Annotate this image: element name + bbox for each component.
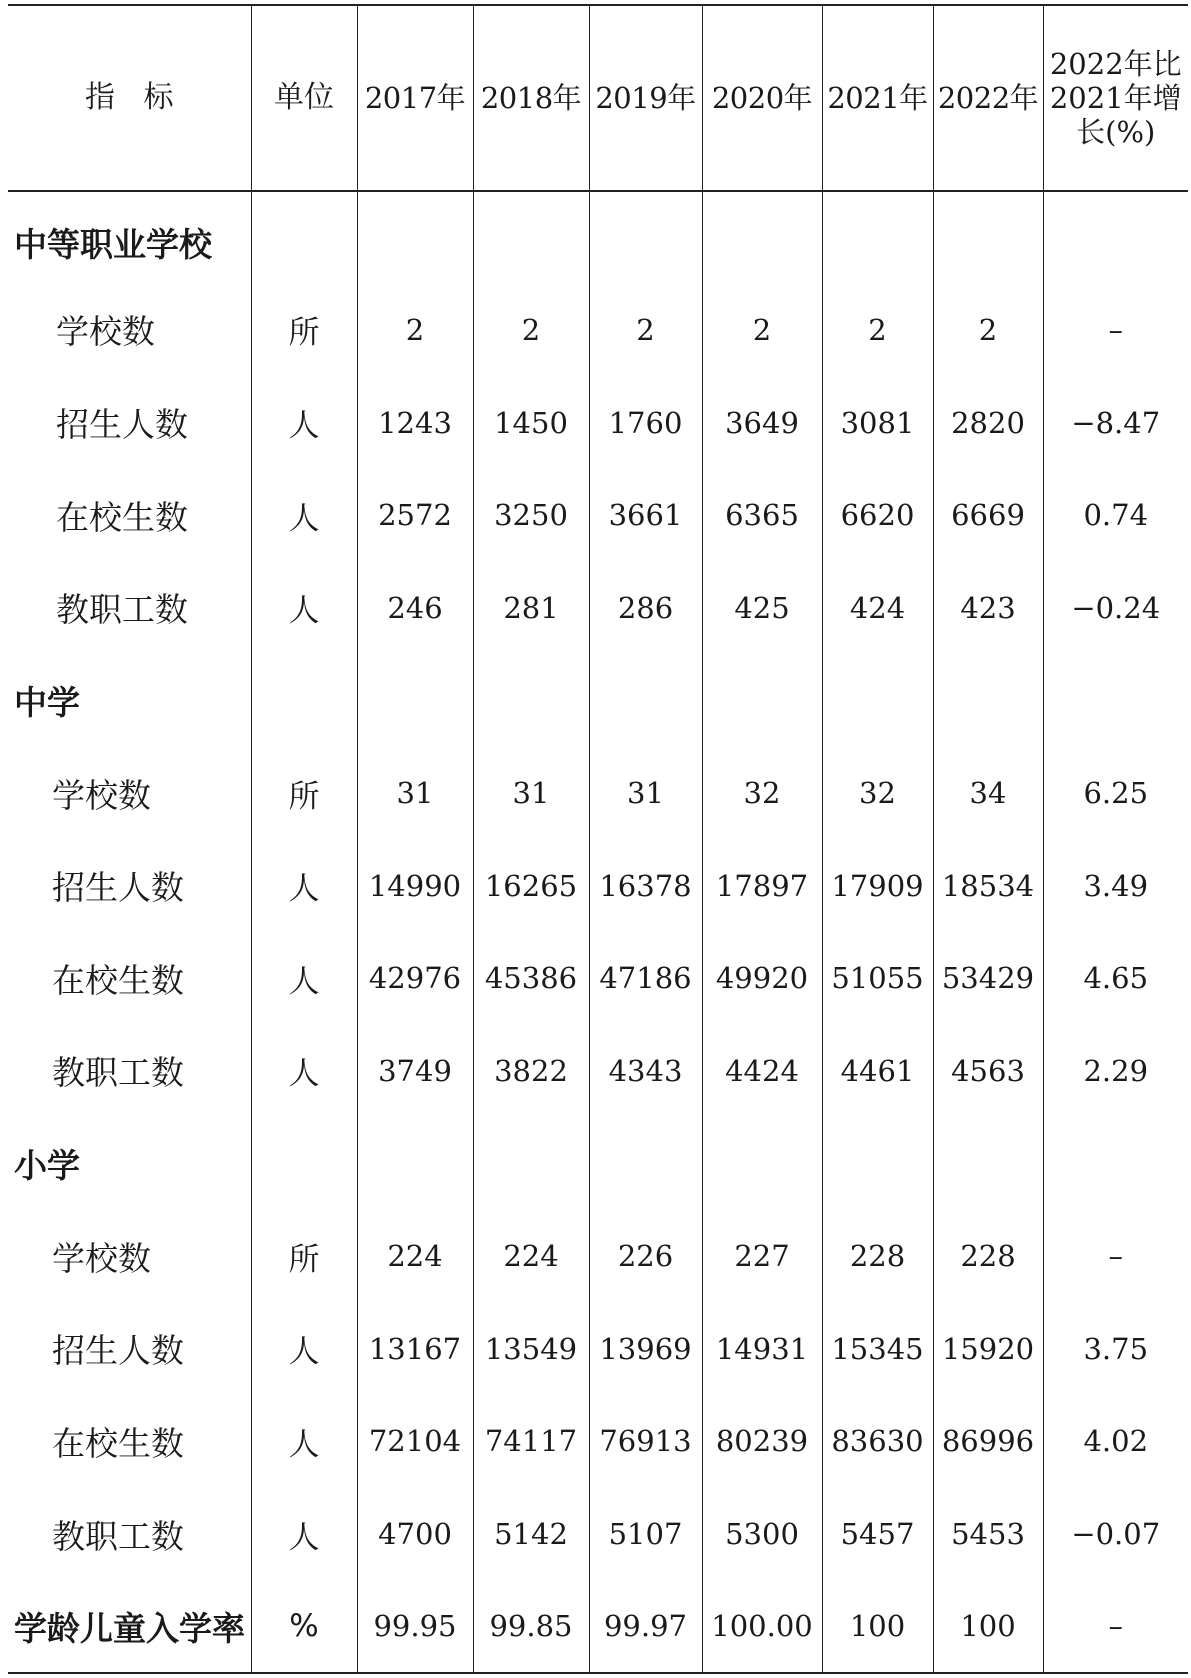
row-value: 31 bbox=[473, 747, 589, 840]
empty-cell bbox=[702, 191, 822, 284]
row-value: 31 bbox=[357, 747, 473, 840]
row-growth: −0.24 bbox=[1043, 562, 1188, 655]
row-growth: 3.49 bbox=[1043, 839, 1188, 932]
table-row bbox=[8, 839, 1188, 932]
header-indicator: 指 标 bbox=[8, 5, 251, 191]
row-value: 76913 bbox=[589, 1395, 702, 1488]
row-growth: −0.07 bbox=[1043, 1488, 1188, 1581]
row-growth: 4.65 bbox=[1043, 932, 1188, 1025]
table-row bbox=[8, 747, 1188, 840]
row-value: 32 bbox=[702, 747, 822, 840]
header-row bbox=[8, 5, 1188, 191]
row-growth: 4.02 bbox=[1043, 1395, 1188, 1488]
row-unit: 人 bbox=[251, 376, 357, 469]
row-indicator: 招生人数 bbox=[52, 868, 184, 908]
header-year: 2018年 bbox=[473, 5, 589, 191]
row-value: 32 bbox=[822, 747, 933, 840]
row-value: 99.97 bbox=[589, 1580, 702, 1673]
row-unit: 人 bbox=[251, 932, 357, 1025]
row-value: 83630 bbox=[822, 1395, 933, 1488]
row-indicator: 招生人数 bbox=[52, 1331, 184, 1371]
row-value: 15345 bbox=[822, 1303, 933, 1396]
row-value: 5107 bbox=[589, 1488, 702, 1581]
row-value: 14931 bbox=[702, 1303, 822, 1396]
row-value: 227 bbox=[702, 1210, 822, 1303]
row-value: 281 bbox=[473, 562, 589, 655]
row-indicator: 学校数 bbox=[52, 1238, 151, 1278]
row-value: 4700 bbox=[357, 1488, 473, 1581]
row-value: 53429 bbox=[933, 932, 1043, 1025]
header-growth-line: 长(%) bbox=[1076, 115, 1156, 149]
row-value: 3661 bbox=[589, 469, 702, 562]
row-value: 45386 bbox=[473, 932, 589, 1025]
row-value: 4461 bbox=[822, 1025, 933, 1118]
section-row bbox=[8, 654, 1188, 747]
row-indicator: 在校生数 bbox=[52, 960, 184, 1000]
section-title: 小学 bbox=[14, 1146, 80, 1186]
row-value: 226 bbox=[589, 1210, 702, 1303]
row-value: 4343 bbox=[589, 1025, 702, 1118]
row-indicator: 教职工数 bbox=[56, 590, 188, 630]
row-value: 2572 bbox=[357, 469, 473, 562]
row-indicator: 学龄儿童入学率 bbox=[8, 1580, 251, 1673]
row-value: 2 bbox=[357, 284, 473, 377]
header-year: 2022年 bbox=[933, 5, 1043, 191]
empty-cell bbox=[357, 654, 473, 747]
empty-cell bbox=[473, 1117, 589, 1210]
row-value: 2 bbox=[473, 284, 589, 377]
table-row bbox=[8, 1210, 1188, 1303]
empty-cell bbox=[473, 191, 589, 284]
row-value: 86996 bbox=[933, 1395, 1043, 1488]
table-row bbox=[8, 284, 1188, 377]
section-row bbox=[8, 191, 1188, 284]
enrollment-rate-row bbox=[8, 1580, 1188, 1673]
row-unit: 人 bbox=[251, 839, 357, 932]
table-header bbox=[8, 5, 1188, 191]
table-row bbox=[8, 932, 1188, 1025]
row-value: 425 bbox=[702, 562, 822, 655]
row-value: 13549 bbox=[473, 1303, 589, 1396]
empty-cell bbox=[357, 1117, 473, 1210]
row-value: 99.85 bbox=[473, 1580, 589, 1673]
empty-cell bbox=[589, 1117, 702, 1210]
row-value: 3250 bbox=[473, 469, 589, 562]
row-unit: 所 bbox=[251, 1210, 357, 1303]
table-row bbox=[8, 1395, 1188, 1488]
row-growth: – bbox=[1043, 284, 1188, 377]
row-value: 100 bbox=[822, 1580, 933, 1673]
row-value: 4424 bbox=[702, 1025, 822, 1118]
row-value: 15920 bbox=[933, 1303, 1043, 1396]
row-value: 100.00 bbox=[702, 1580, 822, 1673]
row-value: 2 bbox=[702, 284, 822, 377]
row-value: 51055 bbox=[822, 932, 933, 1025]
table-row bbox=[8, 1303, 1188, 1396]
row-unit: 人 bbox=[251, 1488, 357, 1581]
row-indicator: 教职工数 bbox=[52, 1516, 184, 1556]
empty-cell bbox=[251, 1117, 357, 1210]
row-value: 246 bbox=[357, 562, 473, 655]
row-unit: 人 bbox=[251, 1395, 357, 1488]
row-value: 16265 bbox=[473, 839, 589, 932]
table-row bbox=[8, 376, 1188, 469]
table-body bbox=[8, 191, 1188, 1673]
empty-cell bbox=[933, 191, 1043, 284]
row-value: 47186 bbox=[589, 932, 702, 1025]
empty-cell bbox=[473, 654, 589, 747]
table-row bbox=[8, 469, 1188, 562]
row-unit: 人 bbox=[251, 1303, 357, 1396]
row-value: 1243 bbox=[357, 376, 473, 469]
row-unit: 人 bbox=[251, 1025, 357, 1118]
row-value: 3649 bbox=[702, 376, 822, 469]
row-unit: 所 bbox=[251, 284, 357, 377]
row-value: 100 bbox=[933, 1580, 1043, 1673]
empty-cell bbox=[702, 654, 822, 747]
row-growth: −8.47 bbox=[1043, 376, 1188, 469]
row-value: 2 bbox=[822, 284, 933, 377]
section-row bbox=[8, 1117, 1188, 1210]
header-growth bbox=[1043, 5, 1188, 191]
row-value: 5457 bbox=[822, 1488, 933, 1581]
row-growth: 3.75 bbox=[1043, 1303, 1188, 1396]
row-value: 6669 bbox=[933, 469, 1043, 562]
row-indicator: 教职工数 bbox=[52, 1053, 184, 1093]
section-title: 中学 bbox=[14, 682, 80, 722]
row-value: 5300 bbox=[702, 1488, 822, 1581]
row-value: 34 bbox=[933, 747, 1043, 840]
header-year: 2019年 bbox=[589, 5, 702, 191]
section-title: 中等职业学校 bbox=[14, 224, 212, 264]
row-indicator: 在校生数 bbox=[52, 1423, 184, 1463]
row-value: 286 bbox=[589, 562, 702, 655]
empty-cell bbox=[1043, 1117, 1188, 1210]
header-growth-line: 2022年比 bbox=[1049, 47, 1182, 81]
row-value: 17897 bbox=[702, 839, 822, 932]
row-value: 224 bbox=[357, 1210, 473, 1303]
header-growth-line: 2021年增 bbox=[1049, 81, 1182, 115]
row-value: 13167 bbox=[357, 1303, 473, 1396]
row-value: 99.95 bbox=[357, 1580, 473, 1673]
row-growth: – bbox=[1043, 1210, 1188, 1303]
empty-cell bbox=[822, 654, 933, 747]
empty-cell bbox=[1043, 654, 1188, 747]
row-value: 1450 bbox=[473, 376, 589, 469]
header-year: 2021年 bbox=[822, 5, 933, 191]
row-value: 2820 bbox=[933, 376, 1043, 469]
row-value: 1760 bbox=[589, 376, 702, 469]
row-value: 6365 bbox=[702, 469, 822, 562]
row-value: 17909 bbox=[822, 839, 933, 932]
row-indicator: 在校生数 bbox=[56, 497, 188, 537]
empty-cell bbox=[251, 654, 357, 747]
row-unit: % bbox=[251, 1580, 357, 1673]
empty-cell bbox=[933, 1117, 1043, 1210]
empty-cell bbox=[589, 654, 702, 747]
empty-cell bbox=[589, 191, 702, 284]
row-unit: 人 bbox=[251, 469, 357, 562]
row-unit: 人 bbox=[251, 562, 357, 655]
row-value: 31 bbox=[589, 747, 702, 840]
row-value: 228 bbox=[822, 1210, 933, 1303]
empty-cell bbox=[251, 191, 357, 284]
row-value: 5453 bbox=[933, 1488, 1043, 1581]
row-value: 3081 bbox=[822, 376, 933, 469]
row-value: 74117 bbox=[473, 1395, 589, 1488]
header-unit: 单位 bbox=[251, 5, 357, 191]
row-value: 2 bbox=[933, 284, 1043, 377]
row-value: 4563 bbox=[933, 1025, 1043, 1118]
empty-cell bbox=[1043, 191, 1188, 284]
row-value: 80239 bbox=[702, 1395, 822, 1488]
row-value: 13969 bbox=[589, 1303, 702, 1396]
row-value: 14990 bbox=[357, 839, 473, 932]
table-row bbox=[8, 1488, 1188, 1581]
row-value: 224 bbox=[473, 1210, 589, 1303]
row-value: 424 bbox=[822, 562, 933, 655]
empty-cell bbox=[702, 1117, 822, 1210]
empty-cell bbox=[822, 191, 933, 284]
row-growth: 0.74 bbox=[1043, 469, 1188, 562]
row-unit: 所 bbox=[251, 747, 357, 840]
row-value: 3822 bbox=[473, 1025, 589, 1118]
row-value: 42976 bbox=[357, 932, 473, 1025]
row-value: 72104 bbox=[357, 1395, 473, 1488]
header-year: 2020年 bbox=[702, 5, 822, 191]
row-indicator: 学校数 bbox=[56, 312, 155, 352]
row-value: 423 bbox=[933, 562, 1043, 655]
row-value: 228 bbox=[933, 1210, 1043, 1303]
table-row bbox=[8, 562, 1188, 655]
row-value: 2 bbox=[589, 284, 702, 377]
row-value: 49920 bbox=[702, 932, 822, 1025]
row-value: 3749 bbox=[357, 1025, 473, 1118]
row-value: 16378 bbox=[589, 839, 702, 932]
row-growth: 2.29 bbox=[1043, 1025, 1188, 1118]
row-growth: 6.25 bbox=[1043, 747, 1188, 840]
empty-cell bbox=[357, 191, 473, 284]
row-value: 6620 bbox=[822, 469, 933, 562]
education-statistics-table bbox=[8, 4, 1188, 1674]
row-growth: – bbox=[1043, 1580, 1188, 1673]
row-value: 18534 bbox=[933, 839, 1043, 932]
row-indicator: 招生人数 bbox=[56, 405, 188, 445]
empty-cell bbox=[822, 1117, 933, 1210]
empty-cell bbox=[933, 654, 1043, 747]
row-value: 5142 bbox=[473, 1488, 589, 1581]
table-row bbox=[8, 1025, 1188, 1118]
header-year: 2017年 bbox=[357, 5, 473, 191]
row-indicator: 学校数 bbox=[52, 775, 151, 815]
